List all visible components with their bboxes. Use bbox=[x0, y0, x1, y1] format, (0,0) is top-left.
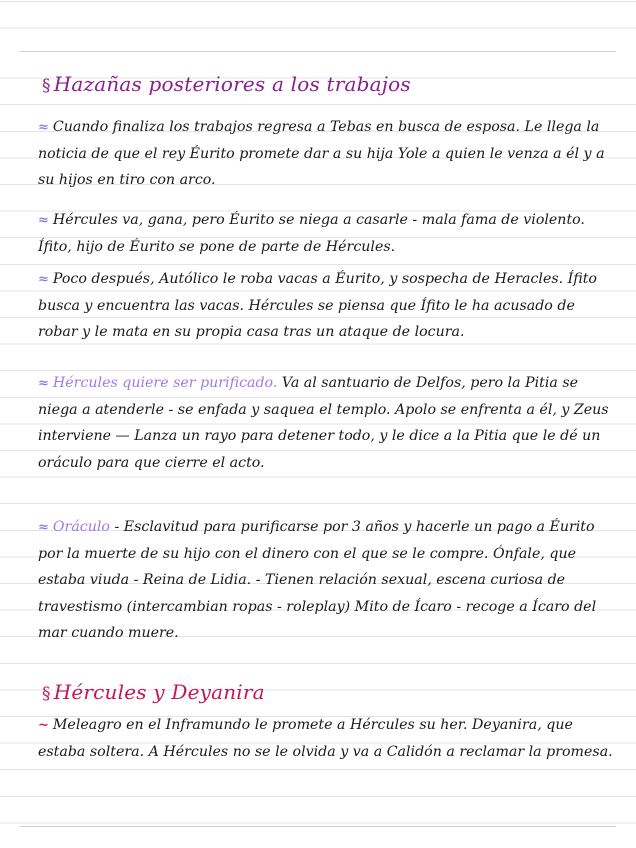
note-paragraph bbox=[38, 114, 614, 194]
paragraph-text: Va al santuario de Delfos, pero la Pitia se niega a atenderle - se enfada y saquea el templo. Apolo se enfrenta a él, y Zeus interviene — Lanza un rayo para detener todo, y le dice a la Pitia que le dé un oráculo para que cierre el acto. bbox=[38, 375, 609, 471]
section-mark-icon: § bbox=[42, 76, 51, 96]
note-paragraph bbox=[38, 207, 614, 260]
highlight-phrase: Oráculo bbox=[52, 519, 110, 535]
section-title: Hazañas posteriores a los trabajos bbox=[53, 72, 411, 96]
paragraph-text: Cuando finaliza los trabajos regresa a Tebas en busca de esposa. Le llega la noticia de que el rey Éurito promete dar a su hija Yole a quien le venza a él y a su hijos en tiro con arco. bbox=[38, 119, 605, 189]
note-paragraph bbox=[38, 712, 614, 765]
bullet-icon: ≈ bbox=[38, 520, 49, 535]
bullet-icon: ≈ bbox=[38, 376, 49, 391]
highlight-phrase: Hércules quiere ser purificado. bbox=[52, 375, 278, 391]
section-title: Hércules y Deyanira bbox=[53, 680, 265, 704]
paragraph-text: Poco después, Autólico le roba vacas a Éurito, y sospecha de Heracles. Ífito busca y encuentra las vacas. Hércules se piensa que Ífito le ha acusado de robar y le mata en su propia casa tras un ataque de locura. bbox=[38, 271, 597, 341]
section-heading-deyanira bbox=[42, 680, 265, 704]
section-heading-hazanas bbox=[42, 72, 411, 96]
note-paragraph bbox=[38, 266, 614, 346]
note-paragraph bbox=[38, 370, 614, 476]
bullet-icon: ≈ bbox=[38, 272, 49, 287]
paragraph-text: Hércules va, gana, pero Éurito se niega a casarle - mala fama de violento. Ífito, hijo de Éurito se pone de parte de Hércules. bbox=[38, 212, 585, 256]
bullet-icon: ≈ bbox=[38, 120, 49, 135]
bullet-icon: ~ bbox=[38, 718, 49, 733]
paragraph-text: - Esclavitud para purificarse por 3 años y hacerle un pago a Éurito por la muerte de su hijo con el dinero con el que se le compre. Ónfale, que estaba viuda - Reina de Lidia. - Tienen relación sexual, escena curiosa de travestismo (intercambian ropas - roleplay) Mito de Ícaro - recoge a Ícaro del mar cuando muere. bbox=[38, 519, 597, 641]
bullet-icon: ≈ bbox=[38, 213, 49, 228]
bottom-rule bbox=[20, 826, 616, 827]
top-rule bbox=[20, 51, 616, 52]
paragraph-text: Meleagro en el Inframundo le promete a Hércules su her. Deyanira, que estaba soltera. A Hércules no se le olvida y va a Calidón a reclamar la promesa. bbox=[38, 717, 613, 761]
section-mark-icon: § bbox=[42, 684, 51, 704]
note-paragraph bbox=[38, 514, 614, 646]
